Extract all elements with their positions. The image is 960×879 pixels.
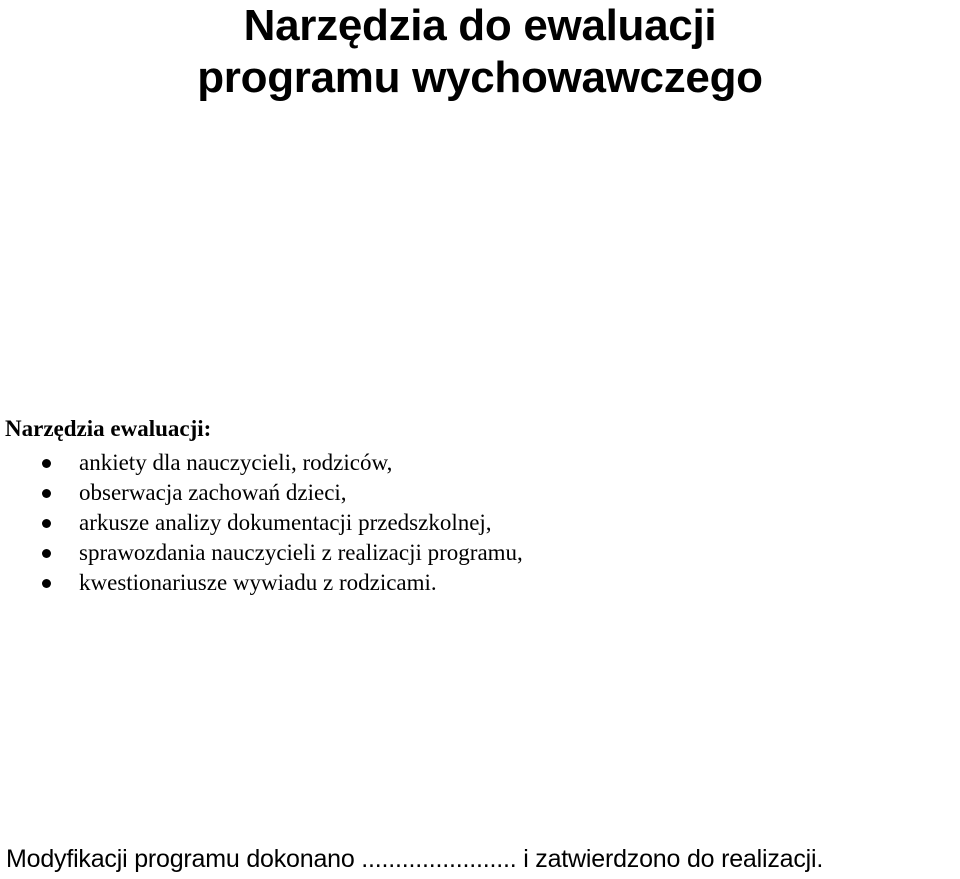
evaluation-tools-section (5, 414, 955, 598)
bullet-icon (42, 459, 51, 468)
list-item (5, 478, 955, 508)
list-item-text: sprawozdania nauczycieli z realizacji programu, (79, 540, 523, 565)
list-item-text: obserwacja zachowań dzieci, (79, 480, 347, 505)
list-item-text: kwestionariusze wywiadu z rodzicami. (79, 570, 437, 595)
list-item (5, 538, 955, 568)
evaluation-tools-list (5, 448, 955, 598)
list-item (5, 448, 955, 478)
bullet-icon (42, 489, 51, 498)
bullet-icon (42, 519, 51, 528)
page-title-line-1: Narzędzia do ewaluacji (243, 1, 717, 50)
page-title (0, 0, 960, 104)
list-item (5, 508, 955, 538)
modification-note: Modyfikacji programu dokonano ....................... i zatwierdzono do realizacji. (6, 845, 824, 873)
bullet-icon (42, 549, 51, 558)
evaluation-tools-heading: Narzędzia ewaluacji: (5, 416, 212, 441)
list-item-text: ankiety dla nauczycieli, rodziców, (79, 450, 393, 475)
list-item-text: arkusze analizy dokumentacji przedszkolnej, (79, 510, 492, 535)
page-title-line-2: programu wychowawczego (197, 53, 763, 102)
bullet-icon (42, 579, 51, 588)
list-item (5, 568, 955, 598)
